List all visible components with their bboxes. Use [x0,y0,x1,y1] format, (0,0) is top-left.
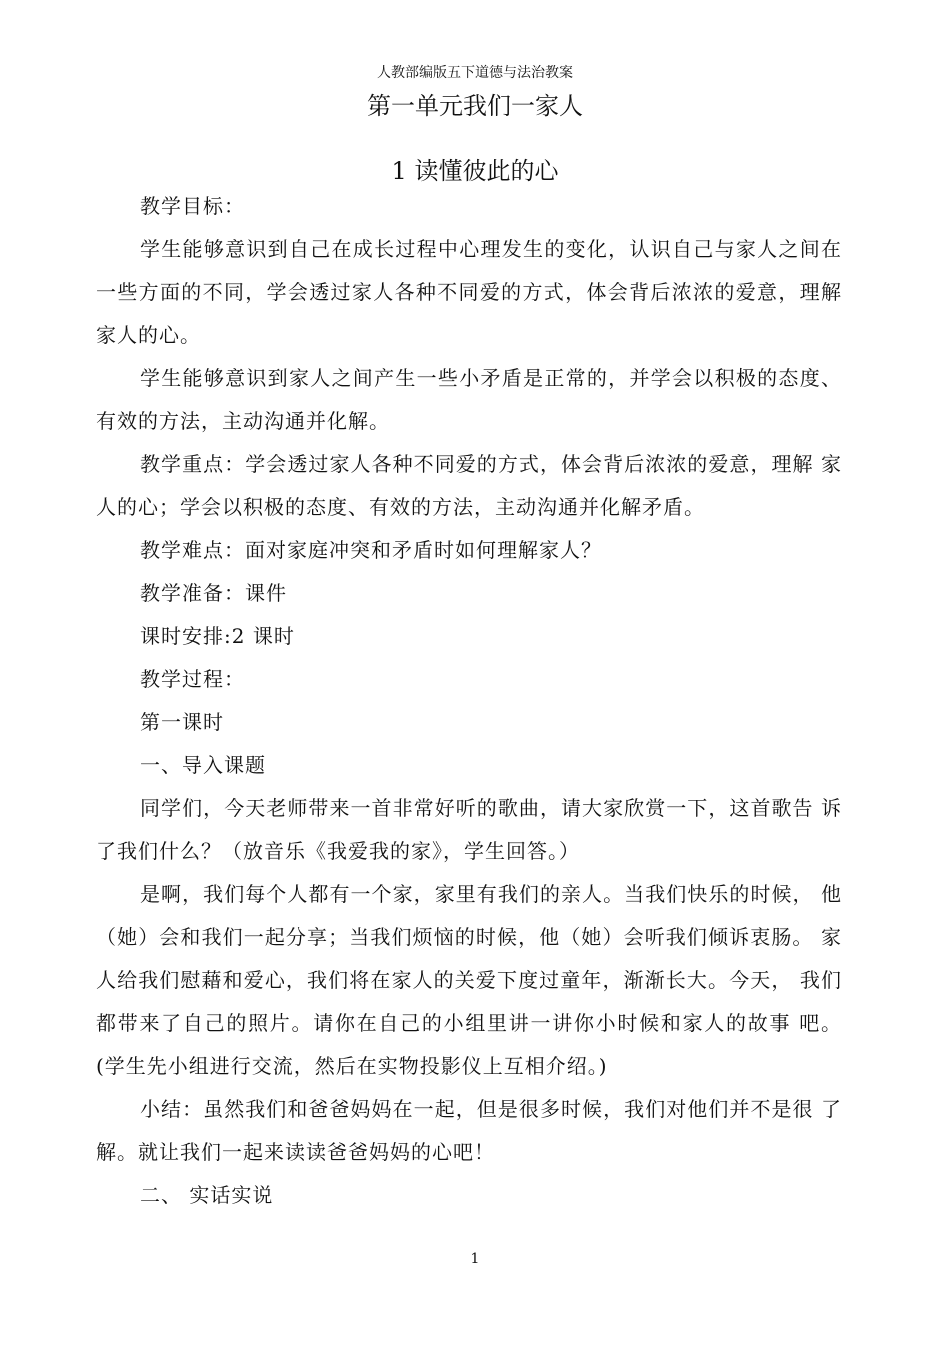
body-paragraph: 同学们，今天老师带来一首非常好听的歌曲，请大家欣赏一下，这首歌告 诉了我们什么？（放音乐《我爱我的家》，学生回答。） [96,796,842,863]
teaching-goals-heading: 教学目标： [140,194,245,218]
teaching-difficulty-paragraph: 教学难点：面对家庭冲突和矛盾时如何理解家人？ [140,538,602,562]
section-heading: 二、 实话实说 [140,1183,274,1207]
teaching-preparation-paragraph: 教学准备：课件 [140,581,287,605]
section-heading: 一、导入课题 [140,753,266,777]
teaching-process-heading: 教学过程： [140,667,245,691]
lesson-schedule-paragraph: 课时安排:2 课时 [140,624,295,648]
teaching-goal-paragraph: 学生能够意识到自己在成长过程中心理发生的变化，认识自己与家人之间在一些方面的不同，学会透过家人各种不同爱的方式，体会背后浓浓的爱意，理解家人的心。 [96,237,842,347]
first-lesson-heading: 第一课时 [140,710,224,734]
teaching-focus-paragraph: 教学重点：学会透过家人各种不同爱的方式，体会背后浓浓的爱意，理解 家人的心；学会以积极的态度、有效的方法，主动沟通并化解矛盾。 [96,452,842,519]
summary-paragraph: 小结：虽然我们和爸爸妈妈在一起，但是很多时候，我们对他们并不是很 了解。就让我们一起来读读爸爸妈妈的心吧！ [96,1097,842,1164]
page-number: 1 [470,1251,480,1267]
body-paragraph: 是啊，我们每个人都有一个家，家里有我们的亲人。当我们快乐的时候， 他（她）会和我们一起分享；当我们烦恼的时候，他（她）会听我们倾诉衷肠。 家人给我们慰藉和爱心，我们将在家人的关爱下度过童年，渐渐长大。今天， 我们都带来了自己的照片。请你在自己的小组里讲一讲你小时候和家人的故事 吧。(学生先小组进行交流，然后在实物投影仪上互相介绍。) [96,882,842,1078]
teaching-goal-paragraph: 学生能够意识到家人之间产生一些小矛盾是正常的，并学会以积极的态度、有效的方法，主动沟通并化解。 [96,366,842,433]
running-header: 人教部编版五下道德与法治教案 [377,65,573,81]
unit-title: 第一单元我们一家人 [367,92,583,120]
document-body [96,185,842,1217]
lesson-title: 1 读懂彼此的心 [391,157,559,185]
